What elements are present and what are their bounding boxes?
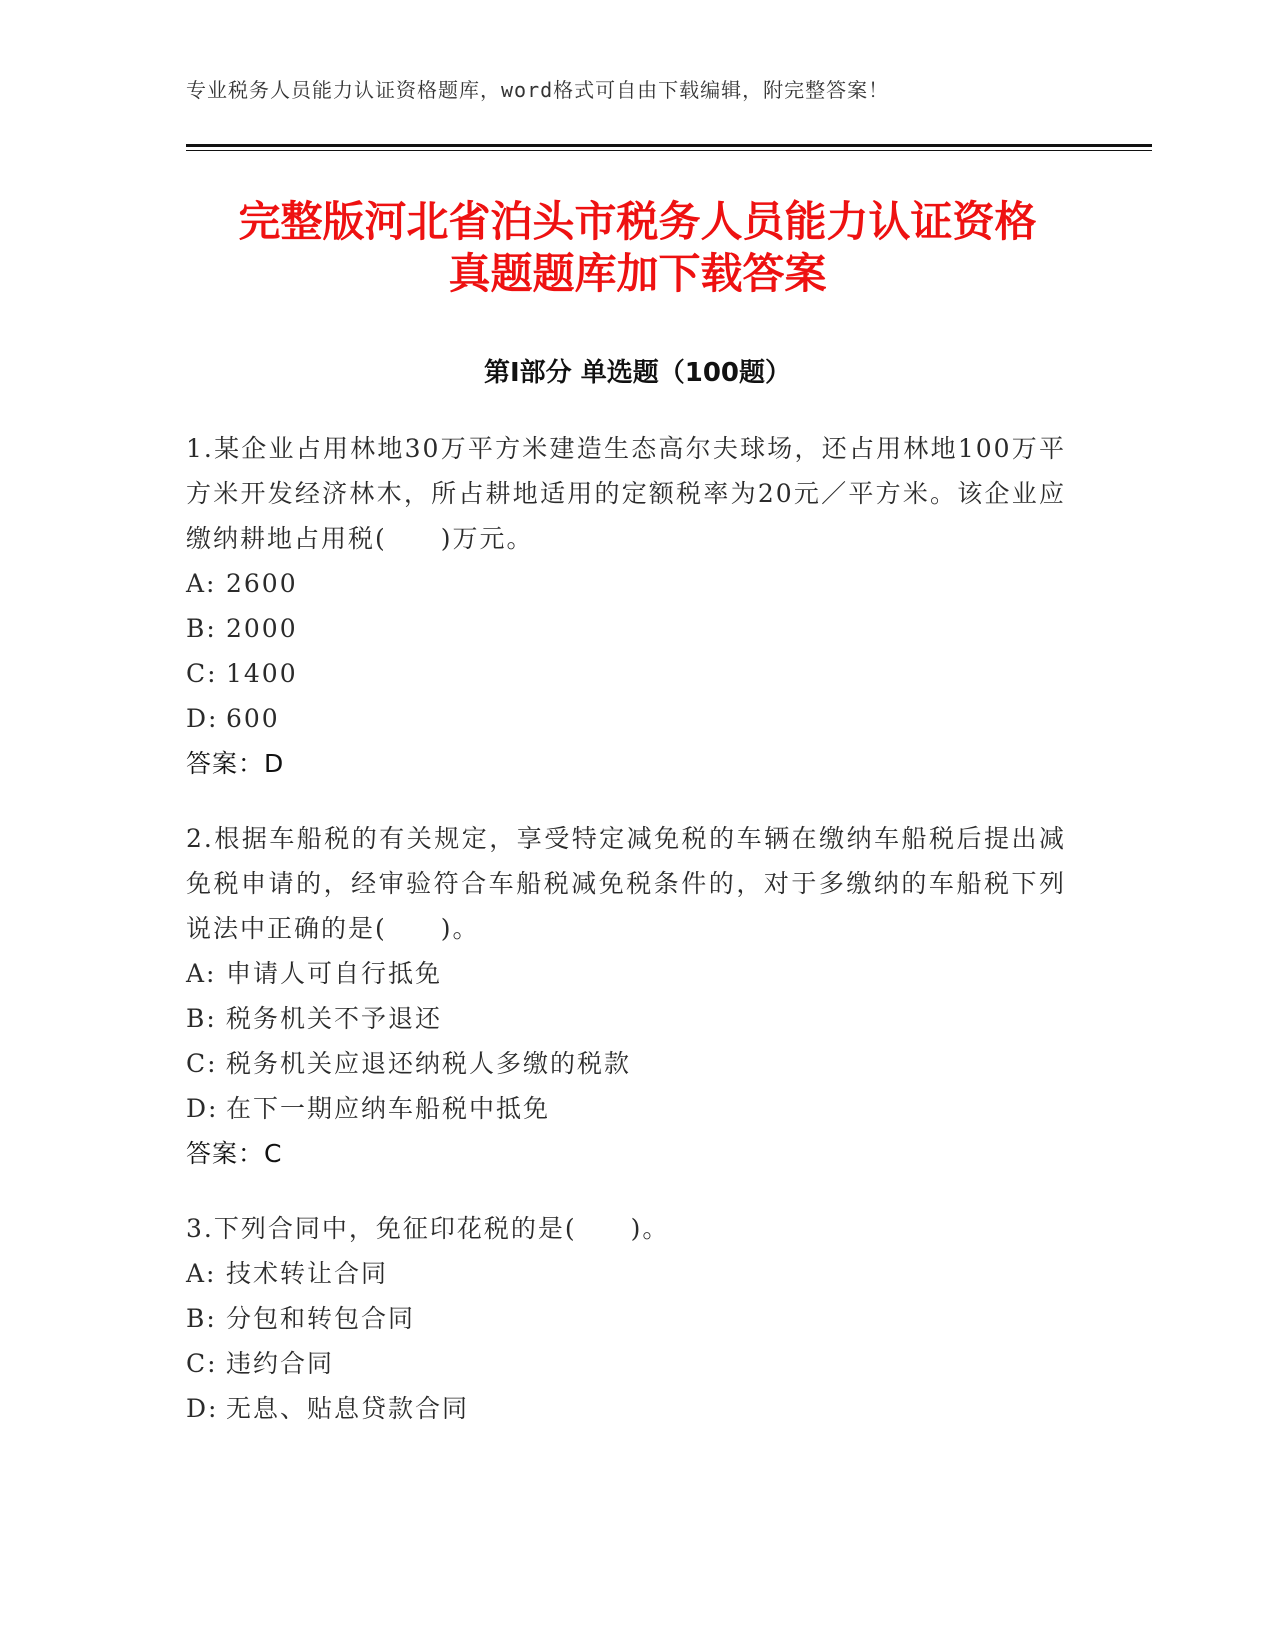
question-stem: 2.根据车船税的有关规定，享受特定减免税的车辆在缴纳车船税后提出减免税申请的，经审验符合车船税减免税条件的，对于多缴纳的车船税下列说法中正确的是( )。: [186, 824, 1066, 943]
option-d: [186, 696, 1066, 741]
option-text: 2600: [226, 569, 298, 598]
option-b: [186, 996, 1066, 1041]
option-key: C:: [186, 659, 218, 688]
option-b: [186, 606, 1066, 651]
option-text: 税务机关不予退还: [226, 1004, 443, 1033]
option-text: 1400: [226, 659, 298, 688]
option-key: A:: [186, 1259, 217, 1288]
title-line-1: 完整版河北省泊头市税务人员能力认证资格: [238, 197, 1037, 246]
option-key: B:: [186, 1304, 217, 1333]
header-note: 专业税务人员能力认证资格题库，word格式可自由下载编辑，附完整答案！: [186, 78, 890, 102]
question-2: [186, 816, 1066, 1176]
option-text: 技术转让合同: [226, 1259, 389, 1288]
option-text: 无息、贴息贷款合同: [226, 1394, 470, 1423]
header-divider-thin: [186, 150, 1152, 151]
option-key: C:: [186, 1049, 218, 1078]
option-key: D:: [186, 1094, 219, 1123]
option-b: [186, 1296, 1066, 1341]
option-c: [186, 1341, 1066, 1386]
question-stem: 1.某企业占用林地30万平方米建造生态高尔夫球场，还占用林地100万平方米开发经济林木，所占耕地适用的定额税率为20元／平方米。该企业应缴纳耕地占用税( )万元。: [186, 434, 1066, 553]
option-key: A:: [186, 959, 217, 988]
option-c: [186, 651, 1066, 696]
option-key: A:: [186, 569, 217, 598]
answer-text: 答案：C: [186, 1139, 283, 1168]
option-text: 申请人可自行抵免: [226, 959, 443, 988]
option-a: [186, 951, 1066, 996]
document-title: [150, 196, 1125, 300]
section-title: 第Ⅰ部分 单选题（100题）: [484, 358, 791, 388]
option-c: [186, 1041, 1066, 1086]
option-key: B:: [186, 614, 217, 643]
header-divider: [186, 144, 1152, 147]
question-stem: 3.下列合同中，免征印花税的是( )。: [186, 1214, 670, 1243]
answer-text: 答案：D: [186, 749, 285, 778]
option-key: C:: [186, 1349, 218, 1378]
option-text: 税务机关应退还纳税人多缴的税款: [226, 1049, 632, 1078]
question-1: [186, 426, 1066, 786]
option-key: D:: [186, 704, 219, 733]
option-text: 违约合同: [226, 1349, 335, 1378]
option-a: [186, 1251, 1066, 1296]
option-key: B:: [186, 1004, 217, 1033]
option-text: 2000: [226, 614, 298, 643]
question-3: [186, 1206, 1066, 1431]
option-a: [186, 561, 1066, 606]
title-line-2: 真题题库加下载答案: [448, 249, 827, 298]
option-text: 600: [226, 704, 280, 733]
option-d: [186, 1086, 1066, 1131]
option-d: [186, 1386, 1066, 1431]
option-key: D:: [186, 1394, 219, 1423]
option-text: 分包和转包合同: [226, 1304, 416, 1333]
option-text: 在下一期应纳车船税中抵免: [226, 1094, 551, 1123]
